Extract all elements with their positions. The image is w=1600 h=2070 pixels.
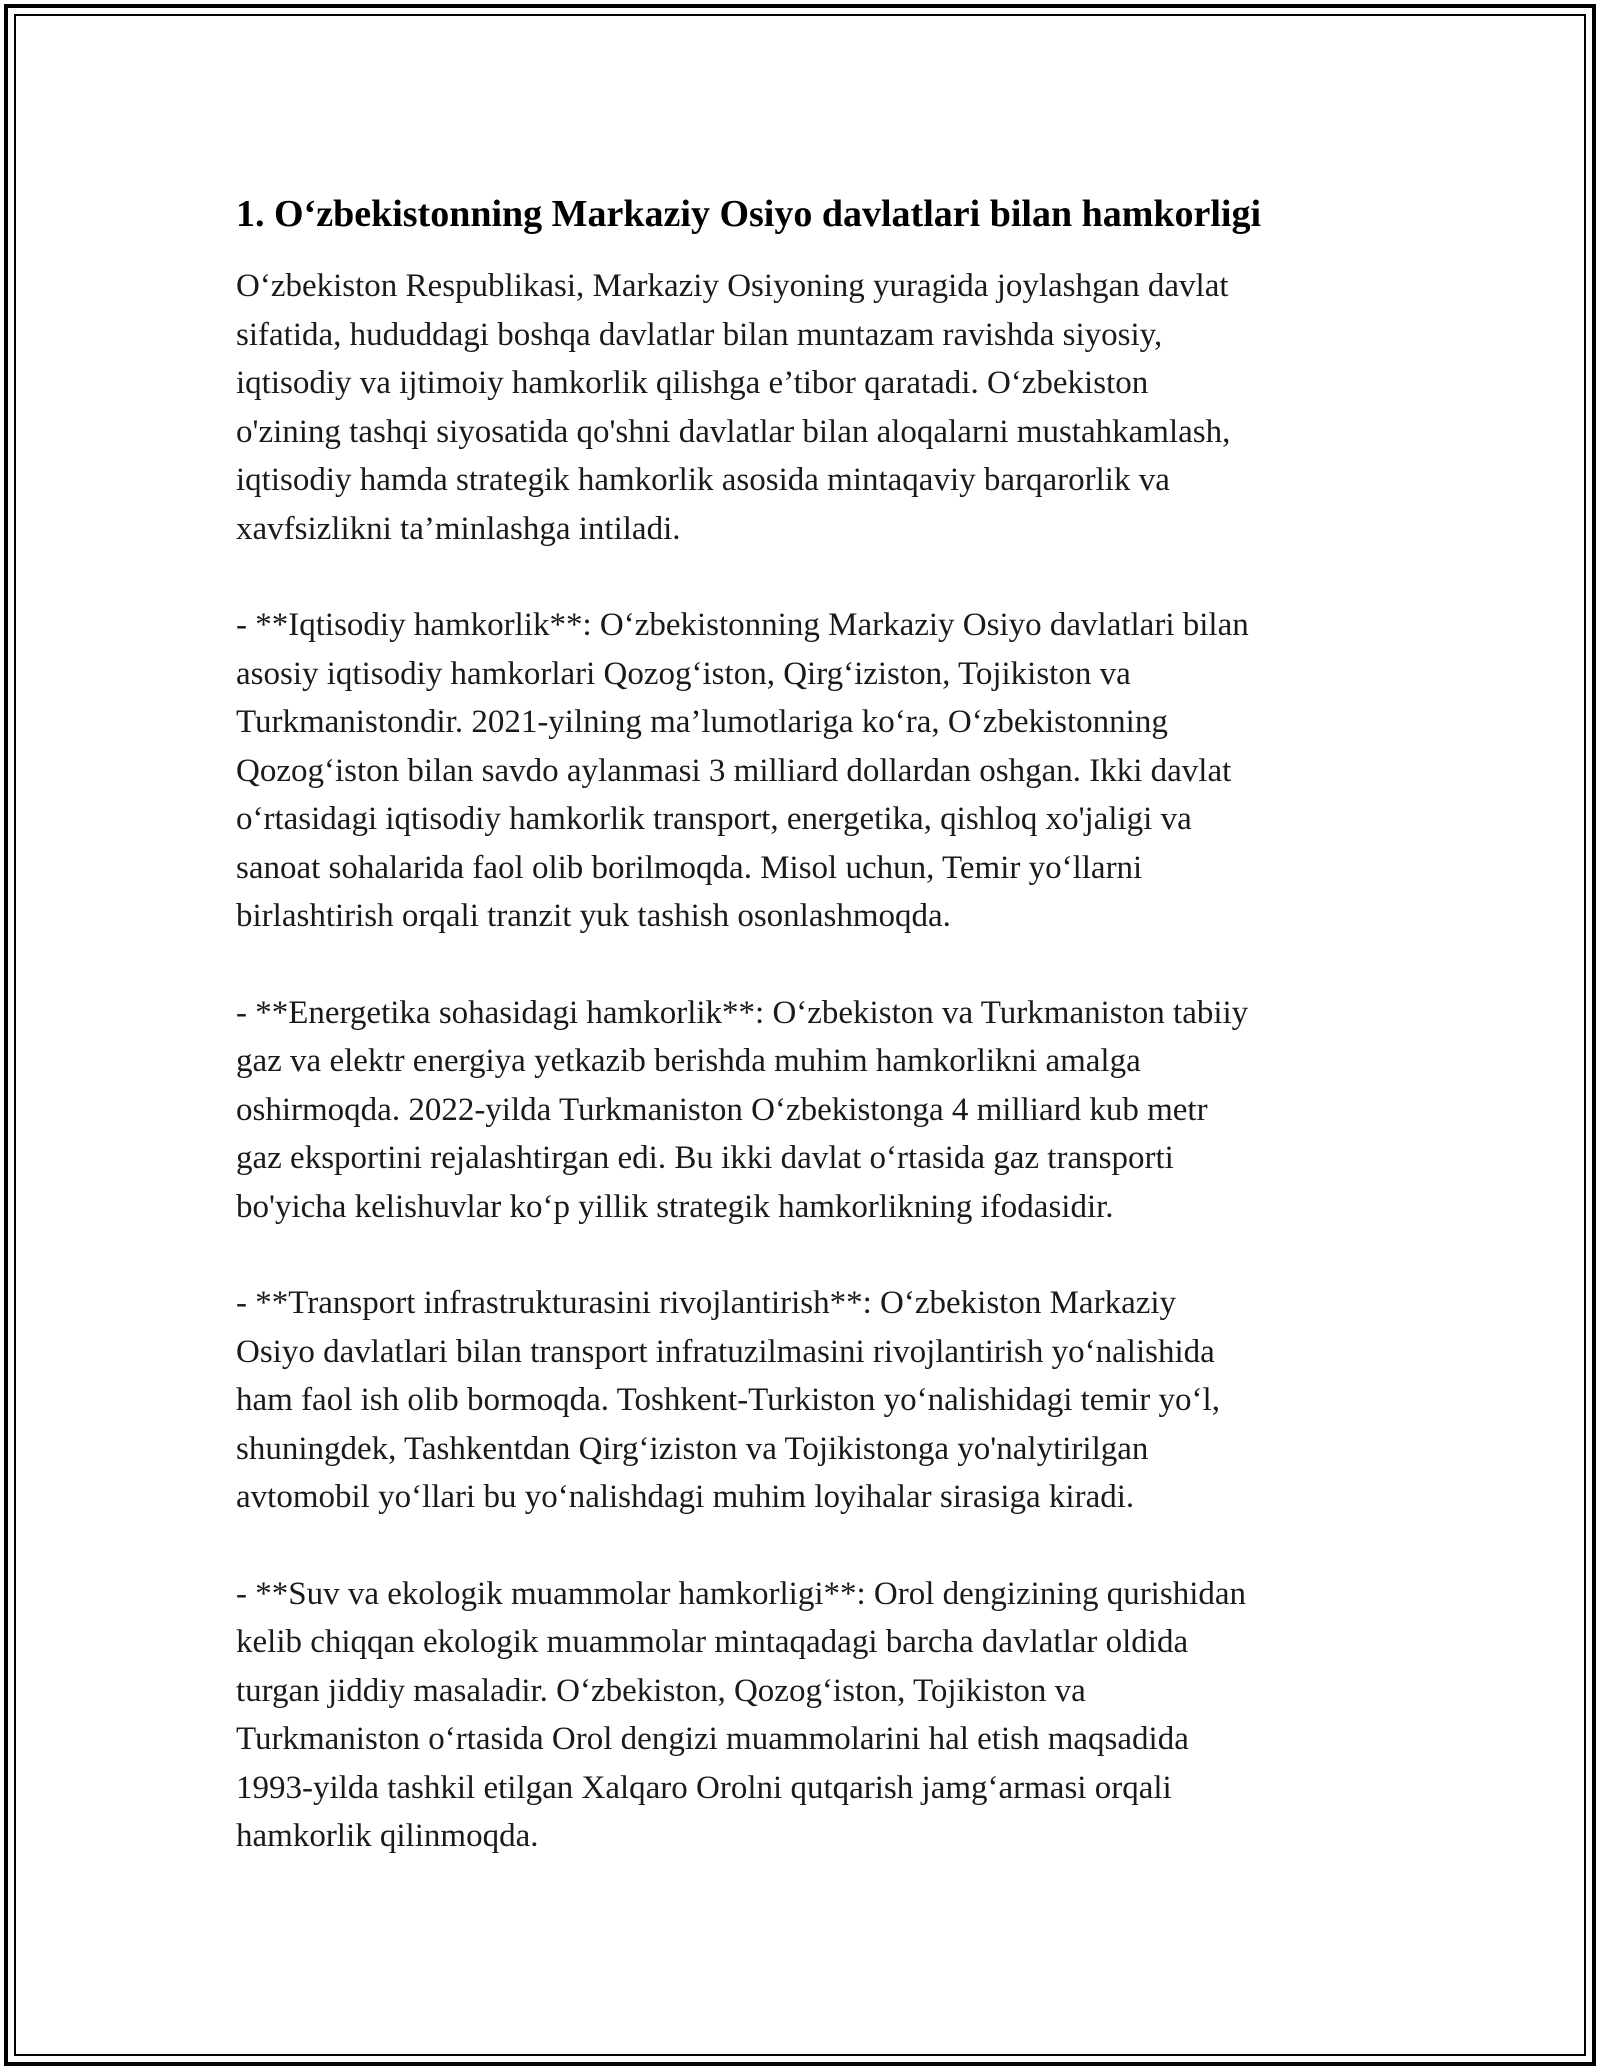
document-body xyxy=(236,186,1376,1909)
paragraph-economic-cooperation: - **Iqtisodiy hamkorlik**: O‘zbekistonning Markaziy Osiyo davlatlari bilan asosiy iqtisodiy hamkorlari Qozog‘iston, Qirg‘iziston, Tojikiston va Turkmanistondir. 2021-yilning ma’lumotlariga ko‘ra, O‘zbekistonning Qozog‘iston bilan savdo aylanmasi 3 milliard dollardan oshgan. Ikki davlat o‘rtasidagi iqtisodiy hamkorlik transport, energetika, qishloq xo'jaligi va sanoat sohalarida faol olib borilmoqda. Misol uchun, Temir yo‘llarni birlashtirish orqali tranzit yuk tashish osonlashmoqda. xyxy=(236,607,1249,934)
paragraph-water-ecology: - **Suv va ekologik muammolar hamkorligi**: Orol dengizining qurishidan kelib chiqqan ekologik muammolar mintaqadagi barcha davlatlar oldida turgan jiddiy masaladir. O‘zbekiston, Qozog‘iston, Tojikiston va Turkmaniston o‘rtasida Orol dengizi muammolarini hal etish maqsadida 1993-yilda tashkil etilgan Xalqaro Orolni qutqarish jamg‘armasi orqali hamkorlik qilinmoqda. xyxy=(236,1575,1247,1854)
paragraph-intro: O‘zbekiston Respublikasi, Markaziy Osiyoning yuragida joylashgan davlat sifatida, hududdagi boshqa davlatlar bilan muntazam ravishda siyosiy, iqtisodiy va ijtimoiy hamkorlik qilishga e’tibor qaratadi. O‘zbekiston o'zining tashqi siyosatida qo'shni davlatlar bilan aloqalarni mustahkamlash, iqtisodiy hamda strategik hamkorlik asosida mintaqaviy barqarorlik va xavfsizlikni ta’minlashga intiladi. xyxy=(236,268,1231,547)
document-title: 1. O‘zbekistonning Markaziy Osiyo davlatlari bilan hamkorligi xyxy=(236,193,1262,235)
paragraph-transport-infrastructure: - **Transport infrastrukturasini rivojlantirish**: O‘zbekiston Markaziy Osiyo davlatlari bilan transport infratuzilmasini rivojlantirish yo‘nalishida ham faol ish olib bormoqda. Toshkent-Turkiston yo‘nalishidagi temir yo‘l, shuningdek, Tashkentdan Qirg‘iziston va Tojikistonga yo'nalytirilgan avtomobil yo‘llari bu yo‘nalishdagi muhim loyihalar sirasiga kiradi. xyxy=(236,1285,1220,1515)
paragraph-energy-cooperation: - **Energetika sohasidagi hamkorlik**: O‘zbekiston va Turkmaniston tabiiy gaz va elektr energiya yetkazib berishda muhim hamkorlikni amalga oshirmoqda. 2022-yilda Turkmaniston O‘zbekistonga 4 milliard kub metr gaz eksportini rejalashtirgan edi. Bu ikki davlat o‘rtasida gaz transporti bo'yicha kelishuvlar ko‘p yillik strategik hamkorlikning ifodasidir. xyxy=(236,994,1249,1225)
